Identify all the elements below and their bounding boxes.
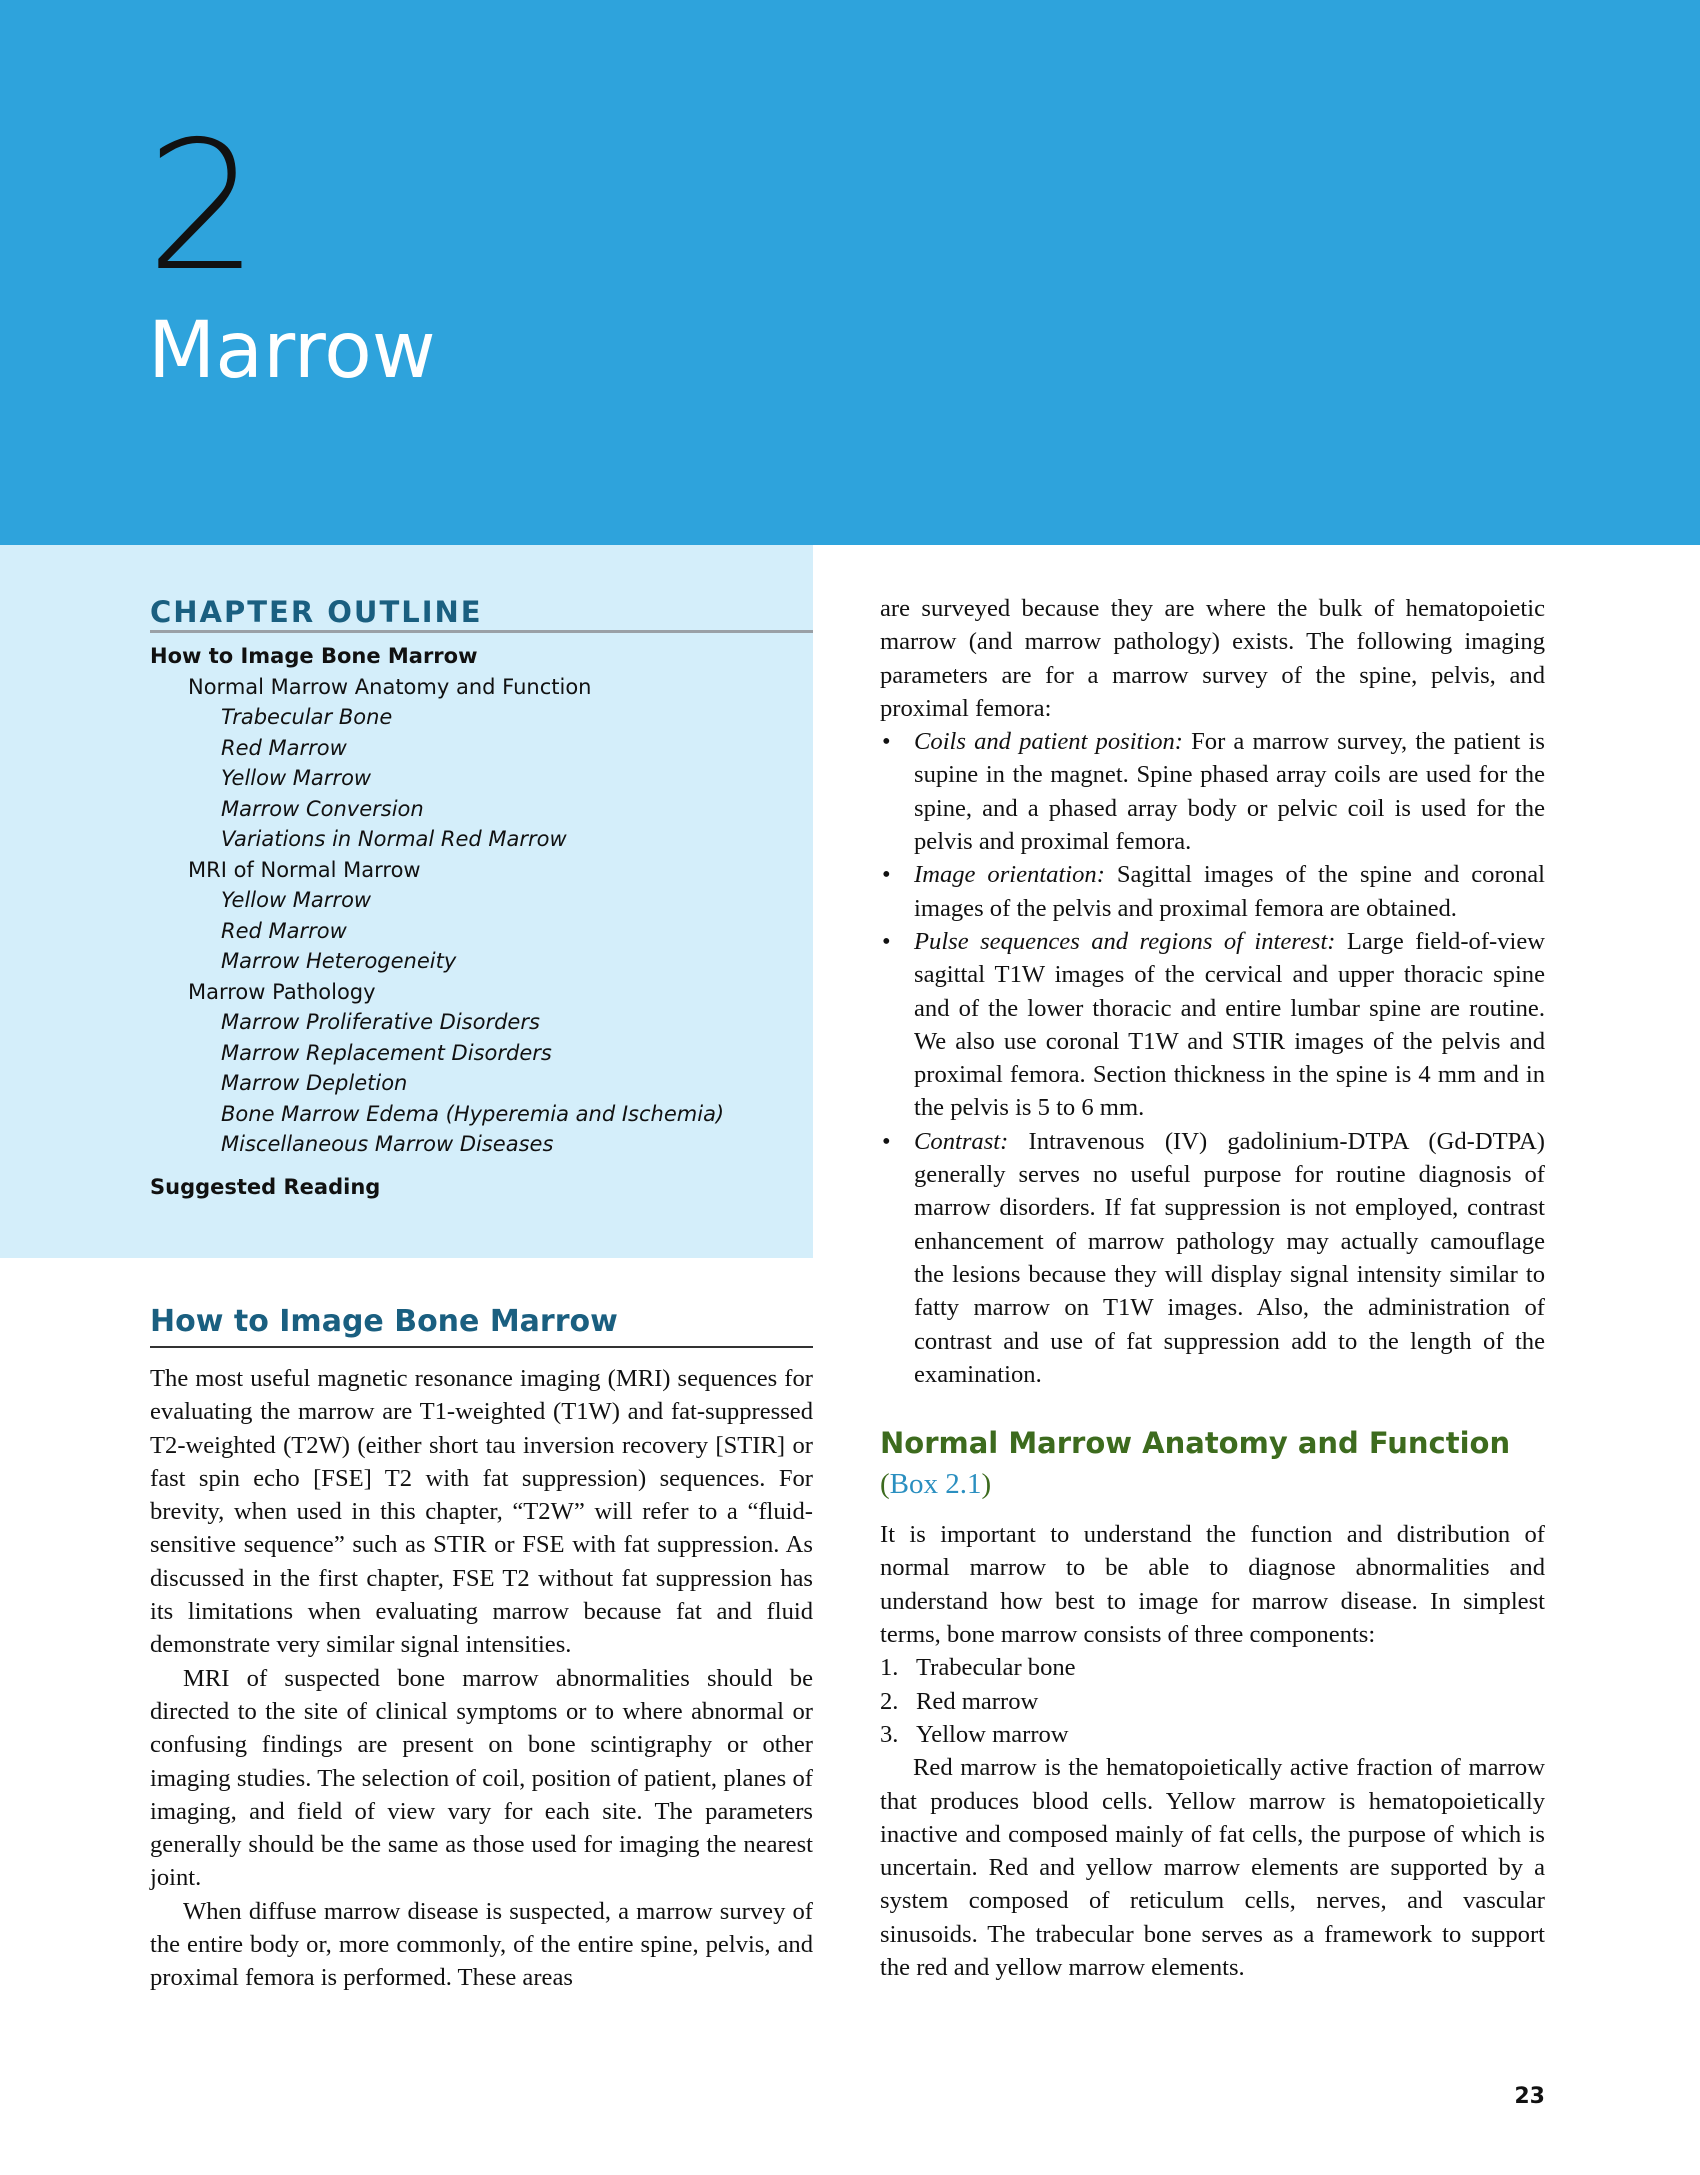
outline-item[interactable]: Suggested Reading: [150, 1174, 381, 1199]
outline-item[interactable]: Bone Marrow Edema (Hyperemia and Ischemia): [221, 1101, 725, 1126]
right-column: [880, 592, 1545, 1984]
outline-item[interactable]: Normal Marrow Anatomy and Function: [188, 674, 592, 699]
list-label: Yellow marrow: [916, 1720, 1069, 1748]
list-number: 2.: [880, 1687, 899, 1715]
outline-item[interactable]: MRI of Normal Marrow: [188, 857, 421, 882]
list-label: Trabecular bone: [916, 1654, 1076, 1682]
chapter-number: 2: [146, 103, 260, 310]
list-item: [880, 1718, 1545, 1751]
list-item: [880, 1125, 1545, 1391]
outline-item[interactable]: Miscellaneous Marrow Diseases: [221, 1132, 554, 1156]
paragraph: When diffuse marrow disease is suspected, a marrow survey of the entire body or, more commonly, of the entire spine, pelvis, and proximal femora is performed. These areas: [150, 1897, 813, 1992]
outline-item[interactable]: Marrow Depletion: [221, 1071, 408, 1095]
outline-item[interactable]: Marrow Conversion: [221, 796, 424, 821]
paragraph: Red marrow is the hematopoietically active fraction of marrow that produces blood cells. Yellow marrow is hematopoietically inactive and composed mainly of fat cells, the purpose of which is uncertain. Red and yellow marrow elements are supported by a system composed of reticulum cells, nerves, and vascular sinusoids. The trabecular bone serves as a framework to support the red and yellow marrow elements.: [880, 1754, 1545, 1981]
list-item: [880, 1651, 1545, 1684]
paragraph: The most useful magnetic resonance imaging (MRI) sequences for evaluating the marrow are T1-weighted (T1W) and fat-suppressed T2-weighted (T2W) (either short tau inversion recovery [STIR] or fast spin echo [FSE] T2 with fat suppression) sequences. For brevity, when used in this chapter, “T2W” will refer to a “fluid-sensitive sequence” such as STIR or FSE with fat suppression. As discussed in the first chapter, FSE T2 without fat suppression has its limitations when evaluating marrow because fat and fluid demonstrate very similar signal intensities.: [150, 1365, 813, 1659]
outline-item[interactable]: Red Marrow: [221, 735, 347, 760]
bullet-text: Large field-of-view sagittal T1W images of the cervical and upper thoracic spine and of the lower thoracic and entire lumbar spine are routine. We also use coronal T1W and STIR images of the pelvis and proximal femora. Section thickness in the spine is 4 mm and in the pelvis is 5 to 6 mm.: [914, 927, 1546, 1122]
component-list: [880, 1651, 1545, 1751]
bullet-term: Pulse sequences and regions of interest:: [914, 927, 1336, 955]
outline-list: [150, 639, 810, 1202]
outline-item[interactable]: How to Image Bone Marrow: [150, 644, 478, 668]
outline-heading: CHAPTER OUTLINE: [150, 595, 483, 629]
parameter-list: [880, 725, 1545, 1391]
subsection-heading: Normal Marrow Anatomy and Function (Box 2.1): [880, 1426, 1511, 1501]
bullet-term: Image orientation:: [914, 861, 1105, 889]
outline-item[interactable]: Red Marrow: [221, 918, 347, 943]
outline-divider: [150, 630, 813, 633]
chapter-title: Marrow: [148, 306, 436, 396]
bullet-text: Sagittal images of the spine and coronal images of the pelvis and proximal femora are obtained.: [914, 861, 1545, 922]
chapter-banner: [0, 0, 1700, 545]
section-heading: How to Image Bone Marrow: [150, 1302, 813, 1348]
outline-item[interactable]: Yellow Marrow: [221, 766, 372, 790]
list-item: [880, 725, 1545, 858]
paragraph-continuation: are surveyed because they are where the bulk of hematopoietic marrow (and marrow pathology) exists. The following imaging parameters are for a marrow survey of the spine, pelvis, and proximal femora:: [880, 595, 1545, 722]
list-item: [880, 858, 1545, 925]
bullet-term: Coils and patient position:: [914, 728, 1183, 756]
left-column: [150, 1302, 813, 1995]
box-link[interactable]: Box 2.1: [889, 1468, 982, 1501]
outline-item[interactable]: Marrow Heterogeneity: [221, 949, 457, 973]
outline-item[interactable]: Yellow Marrow: [221, 888, 372, 912]
subsection-title: Normal Marrow Anatomy and Function: [880, 1426, 1511, 1461]
outline-item[interactable]: Marrow Replacement Disorders: [221, 1040, 552, 1065]
outline-item[interactable]: Marrow Proliferative Disorders: [221, 1010, 540, 1034]
page-number: 23: [1514, 2084, 1545, 2109]
list-item: [880, 925, 1545, 1125]
outline-item[interactable]: Marrow Pathology: [188, 979, 376, 1004]
outline-item[interactable]: Variations in Normal Red Marrow: [221, 827, 567, 851]
bullet-term: Contrast:: [914, 1127, 1009, 1155]
bullet-text: For a marrow survey, the patient is supine in the magnet. Spine phased array coils are used for the spine, and a phased array body or pelvic coil is used for the pelvis and proximal femora.: [914, 728, 1545, 856]
list-number: 3.: [880, 1720, 899, 1748]
bullet-text: Intravenous (IV) gadolinium-DTPA (Gd-DTPA) generally serves no useful purpose for routine diagnosis of marrow disorders. If fat suppression is not employed, contrast enhancement of marrow pathology may actually camouflage the lesions because they will display signal intensity similar to fatty marrow on T1W images. Also, the administration of contrast and use of fat suppression add to the length of the examination.: [914, 1127, 1545, 1388]
paragraph: It is important to understand the function and distribution of normal marrow to be able to diagnose abnormalities and understand how best to image for marrow disease. In simplest terms, bone marrow consists of three components:: [880, 1521, 1545, 1649]
list-number: 1.: [880, 1654, 899, 1682]
outline-item[interactable]: Trabecular Bone: [221, 705, 393, 729]
chapter-outline: [0, 545, 813, 1258]
list-item: [880, 1685, 1545, 1718]
list-label: Red marrow: [916, 1687, 1039, 1715]
paragraph: MRI of suspected bone marrow abnormalities should be directed to the site of clinical symptoms or to where abnormal or confusing findings are present on bone scintigraphy or other imaging studies. The selection of coil, position of patient, planes of imaging, and field of view vary for each site. The parameters generally should be the same as those used for imaging the nearest joint.: [150, 1664, 813, 1892]
